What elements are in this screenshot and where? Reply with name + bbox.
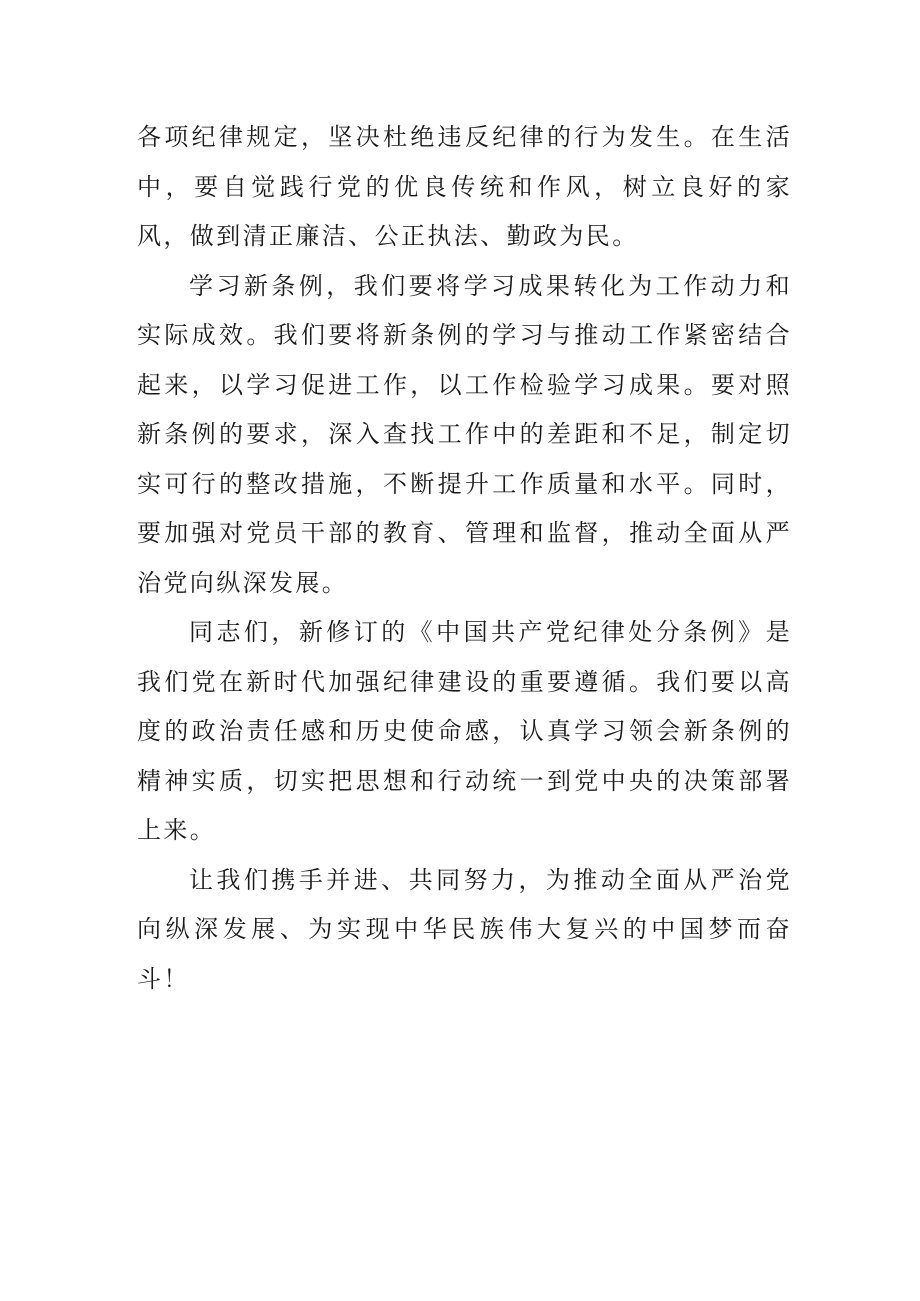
document-body	[137, 113, 792, 1004]
paragraph-3: 同志们，新修订的《中国共产党纪律处分条例》是我们党在新时代加强纪律建设的重要遵循。我们要以高度的政治责任感和历史使命感，认真学习领会新条例的精神实质，切实把思想和行动统一到党中央的决策部署上来。	[137, 618, 792, 844]
paragraph-1: 各项纪律规定，坚决杜绝违反纪律的行为发生。在生活中，要自觉践行党的优良传统和作风，树立良好的家风，做到清正廉洁、公正执法、勤政为民。	[137, 123, 792, 250]
paragraph-4: 让我们携手并进、共同努力，为推动全面从严治党向纵深发展、为实现中华民族伟大复兴的中国梦而奋斗！	[137, 865, 792, 993]
paragraph-2: 学习新条例，我们要将学习成果转化为工作动力和实际成效。我们要将新条例的学习与推动工作紧密结合起来，以学习促进工作，以工作检验学习成果。要对照新条例的要求，深入查找工作中的差距和不足，制定切实可行的整改措施，不断提升工作质量和水平。同时，要加强对党员干部的教育、管理和监督，推动全面从严治党向纵深发展。	[137, 271, 792, 597]
